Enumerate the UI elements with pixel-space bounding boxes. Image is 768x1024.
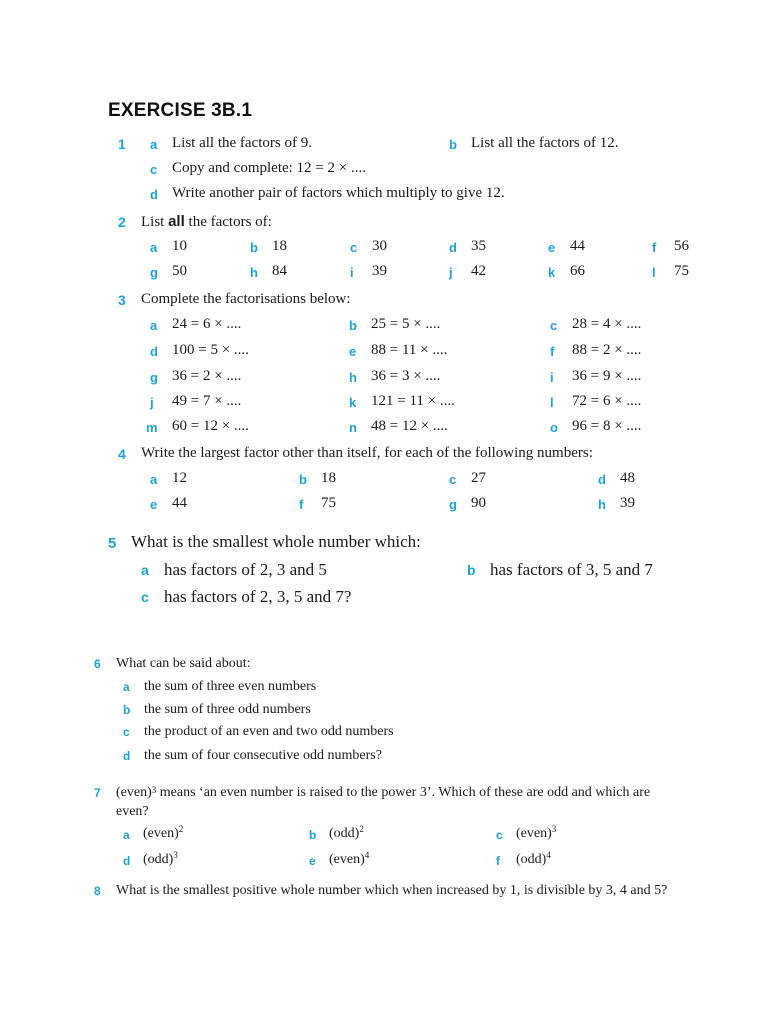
part-text: 12 (172, 470, 187, 486)
part-text: the sum of three even numbers (144, 679, 317, 694)
part-label: a (150, 240, 158, 255)
part-label: d (150, 187, 158, 202)
part-label: d (598, 472, 606, 487)
part-text: 28 = 4 × .... (572, 316, 642, 332)
question-stem (141, 213, 272, 231)
part-text: 48 (620, 470, 635, 486)
part-label: j (150, 395, 154, 410)
expression-base: (even) (329, 852, 365, 867)
part-label: f (299, 497, 304, 512)
part-label: g (150, 265, 158, 280)
part-label: c (123, 725, 130, 739)
question-number: 2 (118, 214, 126, 230)
part-label: e (548, 240, 556, 255)
part-text: 44 (570, 238, 585, 254)
part-text: 36 = 2 × .... (172, 368, 242, 384)
question-stem: Write the largest factor other than itself, for each of the following numbers: (141, 445, 593, 461)
question-number: 8 (94, 884, 101, 898)
question-stem: What is the smallest whole number which: (131, 532, 421, 551)
part-text: 18 (321, 470, 336, 486)
part-label: d (150, 344, 158, 359)
part-label: i (350, 265, 354, 280)
part-label: h (349, 370, 357, 385)
part-text: 24 = 6 × .... (172, 316, 242, 332)
part-text: the sum of three odd numbers (144, 702, 311, 717)
stem-emphasis: all (168, 213, 185, 230)
part-label: c (150, 162, 158, 177)
part-label: m (146, 420, 158, 435)
part-label: j (449, 265, 453, 280)
expression-base: (odd) (329, 826, 360, 841)
part-text: 30 (372, 238, 387, 254)
part-text: 50 (172, 263, 187, 279)
part-text: 66 (570, 263, 585, 279)
part-label: d (123, 749, 131, 763)
part-label: g (449, 497, 457, 512)
expression-base: (odd) (143, 852, 174, 867)
part-text: 96 = 8 × .... (572, 418, 642, 434)
part-text: 49 = 7 × .... (172, 393, 242, 409)
part-label: h (250, 265, 258, 280)
part-label: c (449, 472, 457, 487)
part-expression (329, 852, 369, 868)
stem-text: the factors of: (184, 214, 272, 230)
expression-exponent: 3 (551, 824, 557, 834)
part-text: has factors of 3, 5 and 7 (490, 560, 653, 579)
part-text: 60 = 12 × .... (172, 418, 249, 434)
part-label: e (349, 344, 357, 359)
question-stem: What can be said about: (116, 656, 251, 671)
expression-base: (even) (516, 826, 552, 841)
part-text: 25 = 5 × .... (371, 316, 441, 332)
stem-base: (even) (116, 785, 152, 800)
part-label: b (449, 137, 457, 152)
part-text: 10 (172, 238, 187, 254)
question-stem (116, 783, 676, 821)
part-text: the sum of four consecutive odd numbers? (144, 748, 382, 763)
expression-exponent: 2 (178, 824, 184, 834)
expression-exponent: 3 (173, 850, 178, 860)
part-label: k (548, 265, 556, 280)
stem-exponent: 3 (151, 785, 157, 795)
question-stem: Complete the factorisations below: (141, 291, 351, 307)
part-text: 35 (471, 238, 486, 254)
part-text: 27 (471, 470, 486, 486)
part-text: 90 (471, 495, 486, 511)
part-label: a (141, 562, 149, 578)
part-label: n (349, 420, 357, 435)
part-label: b (309, 828, 317, 842)
exercise-title: EXERCISE 3B.1 (108, 100, 253, 121)
stem-text: means ‘an even number is raised to the power 3’. Which of these are odd and which are even? (116, 785, 651, 819)
question-stem: What is the smallest positive whole number which when increased by 1, is divisible by 3, 4 and 5? (116, 883, 668, 898)
part-text: the product of an even and two odd numbers (144, 724, 394, 739)
part-label: c (550, 318, 558, 333)
part-label: d (123, 854, 131, 868)
part-text: 39 (372, 263, 387, 279)
part-label: a (150, 318, 158, 333)
part-label: o (550, 420, 558, 435)
part-text: 121 = 11 × .... (371, 393, 455, 409)
part-text: 42 (471, 263, 486, 279)
part-label: c (141, 589, 149, 605)
part-text: 75 (674, 263, 689, 279)
part-text: 44 (172, 495, 187, 511)
part-label: c (496, 828, 503, 842)
part-text: 56 (674, 238, 689, 254)
part-label: b (349, 318, 357, 333)
part-label: f (652, 240, 657, 255)
part-text: 36 = 3 × .... (371, 368, 441, 384)
part-text: 18 (272, 238, 287, 254)
question-number: 4 (118, 446, 126, 462)
part-label: a (123, 828, 130, 842)
part-expression (516, 826, 556, 842)
question-number: 7 (94, 786, 101, 800)
part-label: c (350, 240, 358, 255)
part-label: a (150, 137, 158, 152)
part-text: 72 = 6 × .... (572, 393, 642, 409)
question-number: 1 (118, 136, 126, 152)
part-expression (329, 826, 364, 842)
part-expression (143, 852, 178, 868)
part-text: has factors of 2, 3 and 5 (164, 560, 327, 579)
part-expression (143, 826, 183, 842)
stem-text: List (141, 214, 169, 230)
part-label: e (309, 854, 316, 868)
part-text: List all the factors of 12. (471, 135, 619, 151)
part-text: 48 = 12 × .... (371, 418, 448, 434)
part-text: 84 (272, 263, 287, 279)
part-label: b (299, 472, 307, 487)
part-text: 88 = 2 × .... (572, 342, 642, 358)
part-text: Copy and complete: 12 = 2 × .... (172, 160, 366, 176)
part-label: i (550, 370, 554, 385)
part-label: l (652, 265, 656, 280)
expression-base: (even) (143, 826, 179, 841)
part-label: a (123, 680, 130, 694)
part-expression (516, 852, 551, 868)
part-text: List all the factors of 9. (172, 135, 312, 151)
part-label: k (349, 395, 357, 410)
part-text: Write another pair of factors which multiply to give 12. (172, 185, 505, 201)
part-text: 100 = 5 × .... (172, 342, 249, 358)
part-label: g (150, 370, 158, 385)
part-label: b (467, 562, 476, 578)
question-number: 3 (118, 292, 126, 308)
part-text: 88 = 11 × .... (371, 342, 448, 358)
expression-exponent: 4 (364, 850, 370, 860)
part-label: h (598, 497, 606, 512)
part-label: b (123, 703, 131, 717)
part-label: l (550, 395, 554, 410)
part-text: has factors of 2, 3, 5 and 7? (164, 587, 352, 606)
question-number: 5 (108, 535, 117, 552)
part-label: f (550, 344, 555, 359)
part-text: 36 = 9 × .... (572, 368, 642, 384)
part-label: f (496, 854, 500, 868)
part-label: e (150, 497, 158, 512)
expression-exponent: 2 (359, 824, 364, 834)
part-text: 39 (620, 495, 635, 511)
part-label: a (150, 472, 158, 487)
question-number: 6 (94, 657, 101, 671)
part-label: b (250, 240, 258, 255)
part-label: d (449, 240, 457, 255)
part-text: 75 (321, 495, 336, 511)
expression-exponent: 4 (546, 850, 551, 860)
expression-base: (odd) (516, 852, 547, 867)
